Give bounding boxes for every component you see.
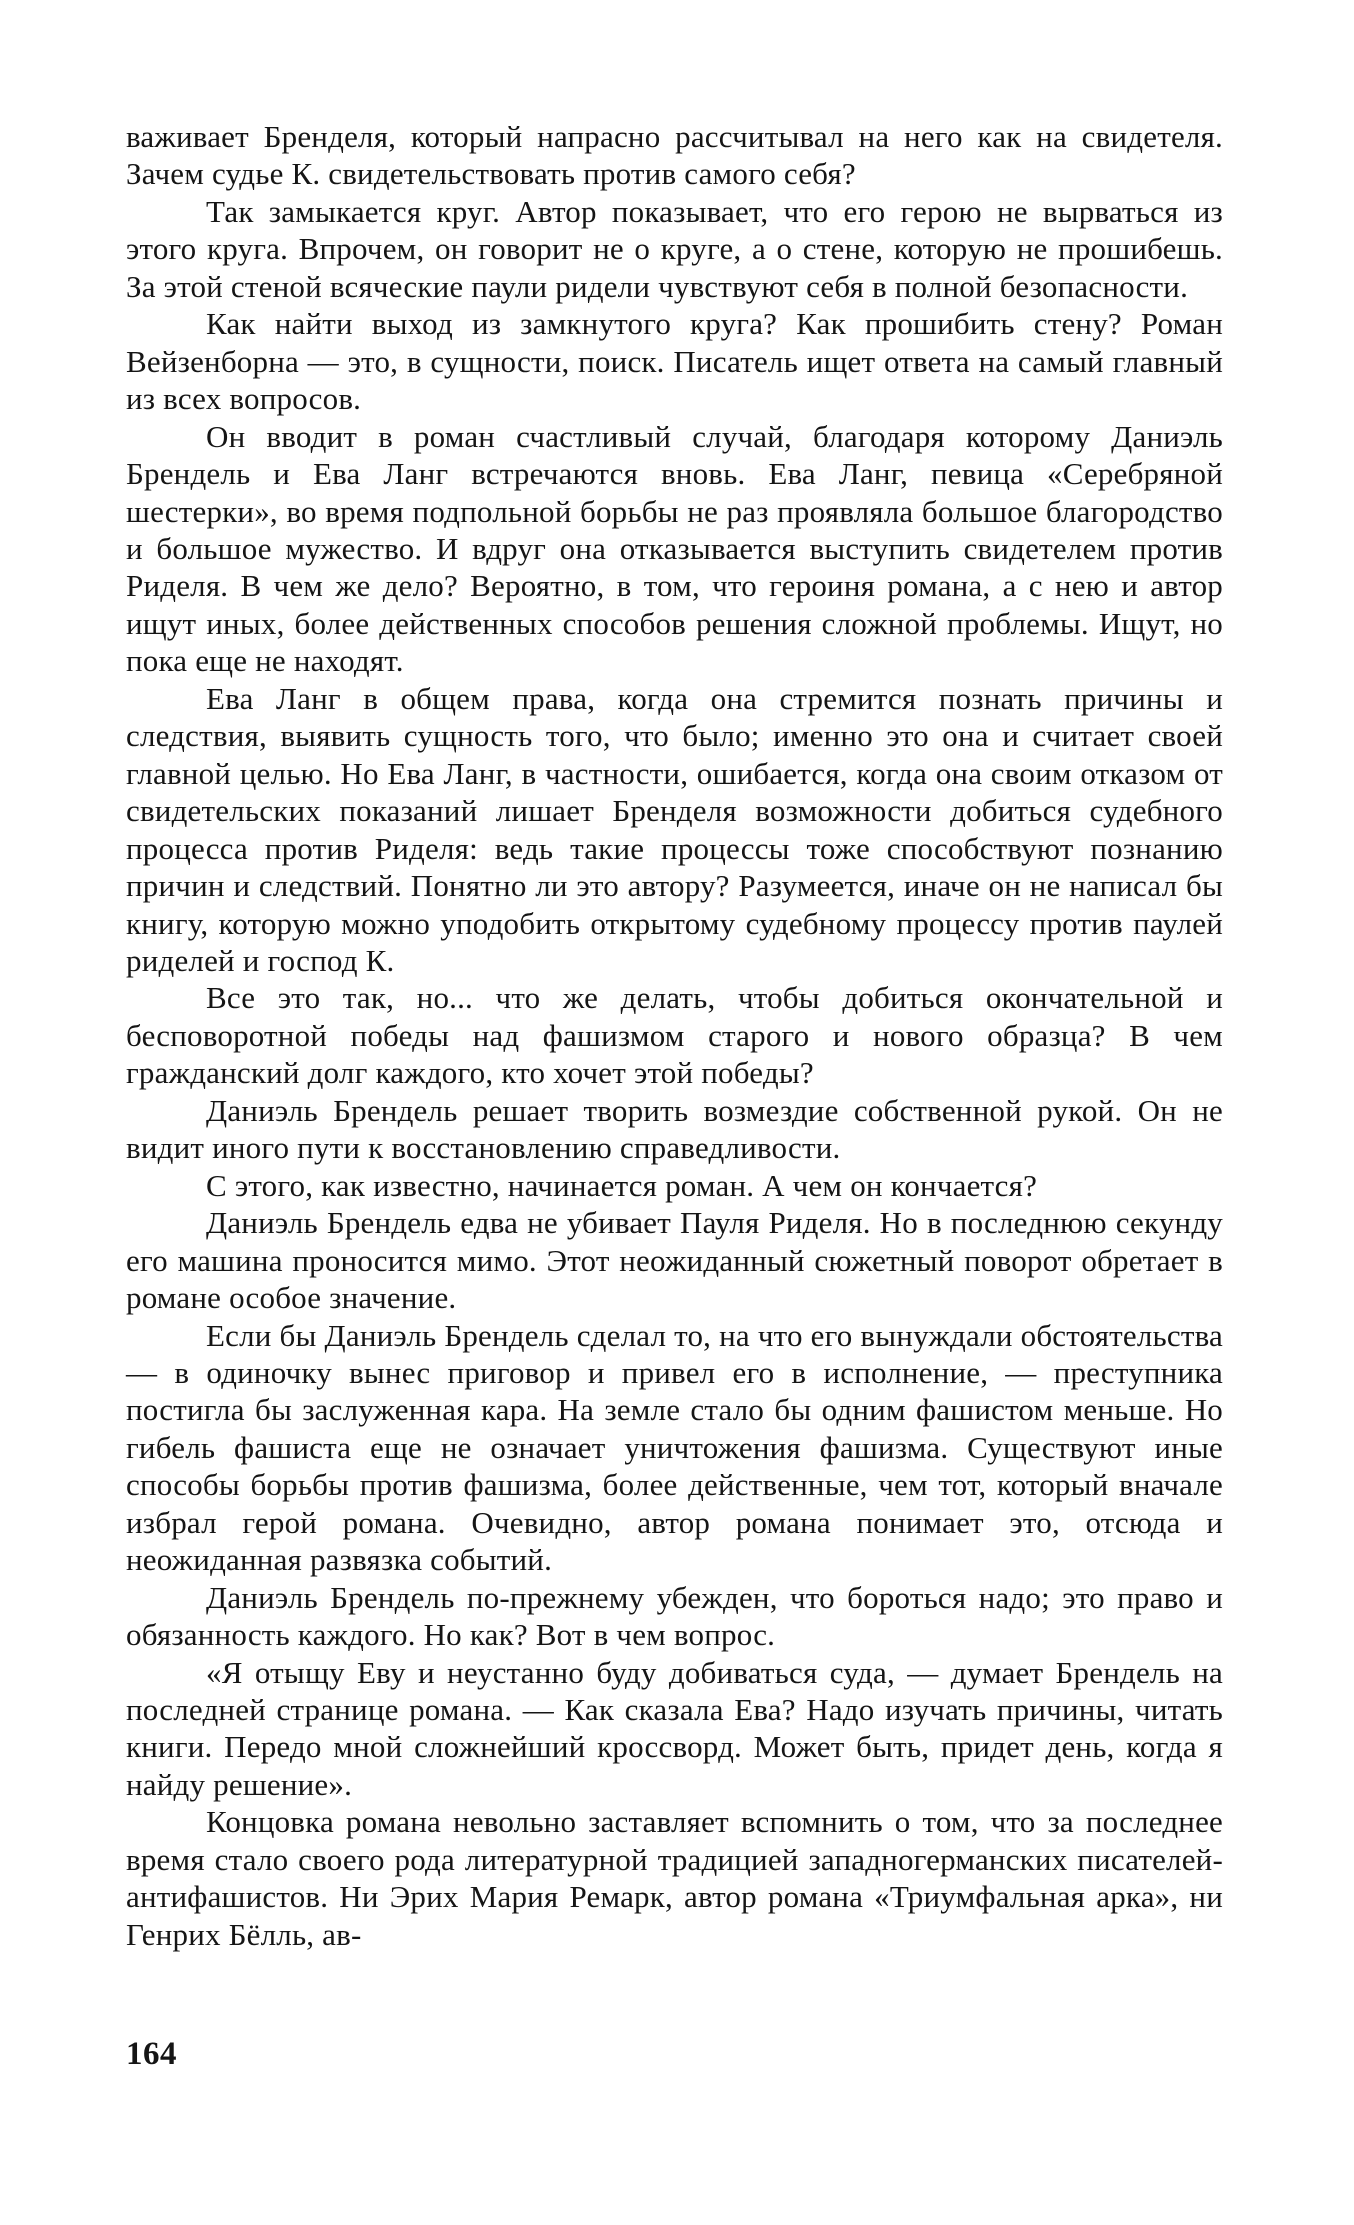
page-number: 164 — [126, 2036, 177, 2072]
paragraph: Он вводит в роман счастливый случай, благодаря которому Даниэль Брендель и Ева Ланг встречаются вновь. Ева Ланг, певица «Серебряной шестерки», во время подпольной борьбы не раз проявляла большое благородство и большое мужество. И вдруг она отказывается выступить свидетелем против Риделя. В чем же дело? Вероятно, в том, что героиня романа, а с нею и автор ищут иных, более действенных способов решения сложной проблемы. Ищут, но пока еще не находят. — [126, 418, 1223, 679]
paragraph-continued: важивает Бренделя, который напрасно рассчитывал на него как на свидетеля. Зачем судье К. свидетельствовать против самого себя? — [126, 119, 1223, 192]
paragraph: Даниэль Брендель решает творить возмездие собственной рукой. Он не видит иного пути к восстановлению справедливости. — [126, 1092, 1223, 1166]
paragraph: Так замыкается круг. Автор показывает, что его герою не вырваться из этого круга. Впрочем, он говорит не о круге, а о стене, которую не прошибешь. За этой стеной всяческие паули ридели чувствуют себя в полной безопасности. — [126, 193, 1223, 304]
paragraph: «Я отыщу Еву и неустанно буду добиваться суда, — думает Брендель на последней странице романа. — Как сказала Ева? Надо изучать причины, читать книги. Передо мной сложнейший кроссворд. Может быть, придет день, когда я найду решение». — [126, 1654, 1223, 1802]
paragraph: Концовка романа невольно заставляет вспомнить о том, что за последнее время стало своего рода литературной традицией западногерманских писателей-антифашистов. Ни Эрих Мария Ремарк, автор романа «Триумфальная арка», ни Генрих Бёлль, ав- — [126, 1804, 1223, 1952]
paragraph: Даниэль Брендель едва не убивает Пауля Риделя. Но в последнюю секунду его машина проносится мимо. Этот неожиданный сюжетный поворот обретает в романе особое значение. — [126, 1205, 1223, 1316]
paragraph: Даниэль Брендель по-прежнему убежден, что бороться надо; это право и обязанность каждого. Но как? Вот в чем вопрос. — [126, 1579, 1223, 1653]
paragraph: С этого, как известно, начинается роман. А чем он кончается? — [206, 1167, 1038, 1203]
body-text — [126, 118, 1223, 1953]
paragraph: Ева Ланг в общем права, когда она стремится познать причины и следствия, выявить сущность того, что было; именно это она и считает своей главной целью. Но Ева Ланг, в частности, ошибается, когда она своим отказом от свидетельских показаний лишает Бренделя возможности добиться судебного процесса против Риделя: ведь такие процессы тоже способствуют познанию причин и следствий. Понятно ли это автору? Разумеется, иначе он не написал бы книгу, которую можно уподобить открытому судебному процессу против паулей риделей и господ К. — [126, 680, 1223, 978]
paragraph: Если бы Даниэль Брендель сделал то, на что его вынуждали обстоятельства — в одиночку вынес приговор и привел его в исполнение, — преступника постигла бы заслуженная кара. На земле стало бы одним фашистом меньше. Но гибель фашиста еще не означает уничтожения фашизма. Существуют иные способы борьбы против фашизма, более действенные, чем тот, который вначале избрал герой романа. Очевидно, автор романа понимает это, отсюда и неожиданная развязка событий. — [126, 1317, 1223, 1578]
paragraph: Как найти выход из замкнутого круга? Как прошибить стену? Роман Вейзенборна — это, в сущности, поиск. Писатель ищет ответа на самый главный из всех вопросов. — [126, 306, 1223, 417]
paragraph: Все это так, но... что же делать, чтобы добиться окончательной и бесповоротной победы над фашизмом старого и нового образца? В чем гражданский долг каждого, кто хочет этой победы? — [126, 980, 1223, 1091]
